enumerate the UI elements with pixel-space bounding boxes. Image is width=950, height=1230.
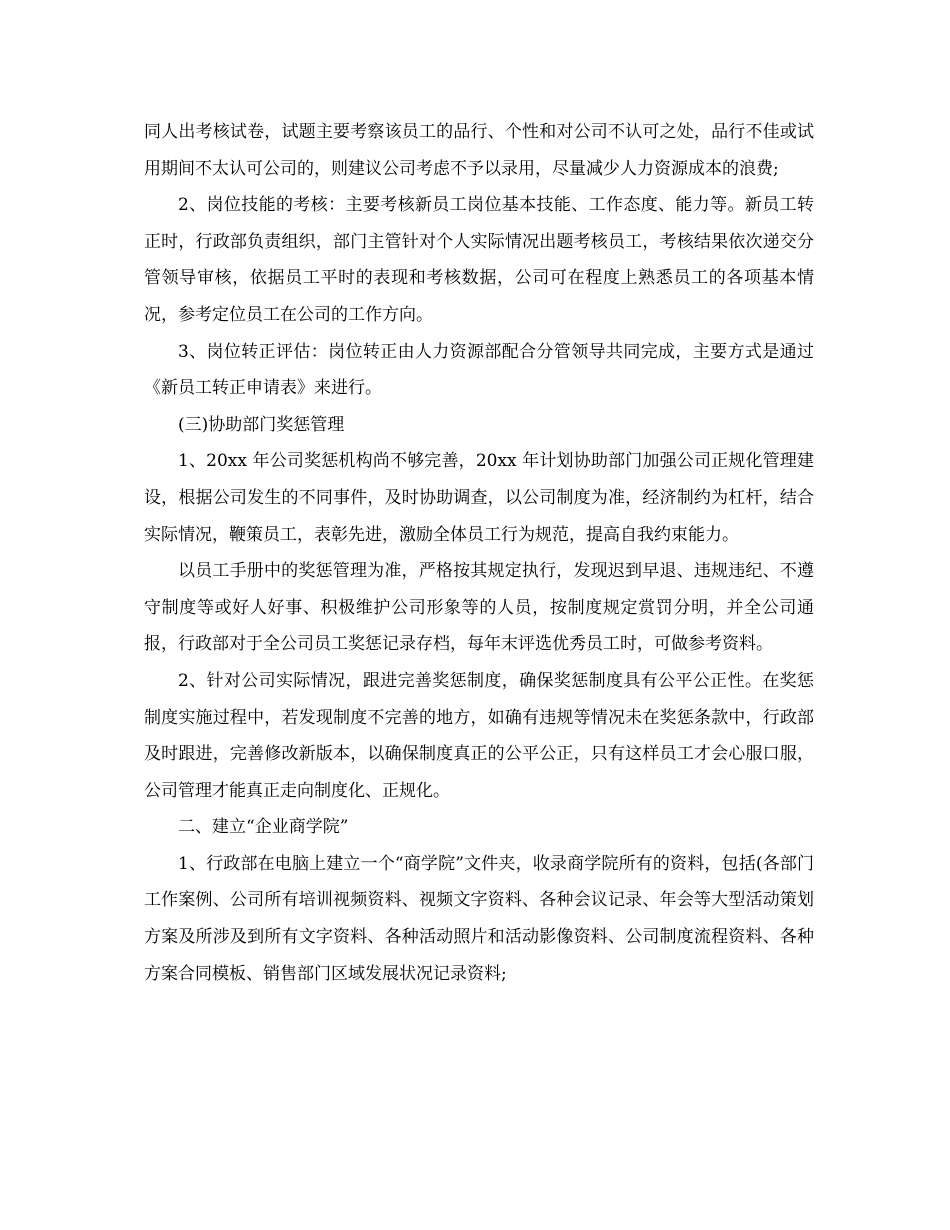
section-heading-rewards-punishment: (三)协助部门奖惩管理 [178,414,345,435]
paragraph-regularization-evaluation: 3、岗位转正评估：岗位转正由人力资源部配合分管领导共同完成，主要方式是通过《新员工转正申请表》来进行。 [144,341,814,399]
paragraph-rewards-mechanism: 1、20xx 年公司奖惩机构尚不够完善，20xx 年计划协助部门加强公司正规化管理建设，根据公司发生的不同事件，及时协助调查，以公司制度为准，经济制约为杠杆，结合实际情况，鞭策员工，表彰先进，激励全体员工行为规范，提高自我约束能力。 [144,451,814,545]
paragraph-employee-handbook: 以员工手册中的奖惩管理为准，严格按其规定执行，发现迟到早退、违规违纪、不遵守制度等或好人好事、积极维护公司形象等的人员，按制度规定赏罚分明，并全公司通报，行政部对于全公司员工奖惩记录存档，每年末评选优秀员工时，可做参考资料。 [144,561,814,655]
paragraph-improve-system: 2、针对公司实际情况，跟进完善奖惩制度，确保奖惩制度具有公平公正性。在奖惩制度实施过程中，若发现制度不完善的地方，如确有违规等情况未在奖惩条款中，行政部及时跟进，完善修改新版本，以确保制度真正的公平公正，只有这样员工才会心服口服，公司管理才能真正走向制度化、正规化。 [144,670,814,801]
paragraph-skill-assessment: 2、岗位技能的考核：主要考核新员工岗位基本技能、工作态度、能力等。新员工转正时，行政部负责组织，部门主管针对个人实际情况出题考核员工，考核结果依次递交分管领导审核，依据员工平时的表现和考核数据，公司可在程度上熟悉员工的各项基本情况，参考定位员工在公司的工作方向。 [144,195,814,325]
paragraph-continued: 同人出考核试卷，试题主要考察该员工的品行、个性和对公司不认可之处，品行不佳或试用期间不太认可公司的，则建议公司考虑不予以录用，尽量减少人力资源成本的浪费; [144,122,814,179]
paragraph-business-school-folder: 1、行政部在电脑上建立一个“商学院”文件夹，收录商学院所有的资料，包括(各部门工作案例、公司所有培训视频资料、视频文字资料、各种会议记录、年会等大型活动策划方案及所涉及到所有文字资料、各种活动照片和活动影像资料、公司制度流程资料、各种方案合同模板、销售部门区域发展状况记录资料; [144,853,814,984]
section-heading-business-school: 二、建立“企业商学院” [178,817,349,838]
document-body [144,114,814,992]
